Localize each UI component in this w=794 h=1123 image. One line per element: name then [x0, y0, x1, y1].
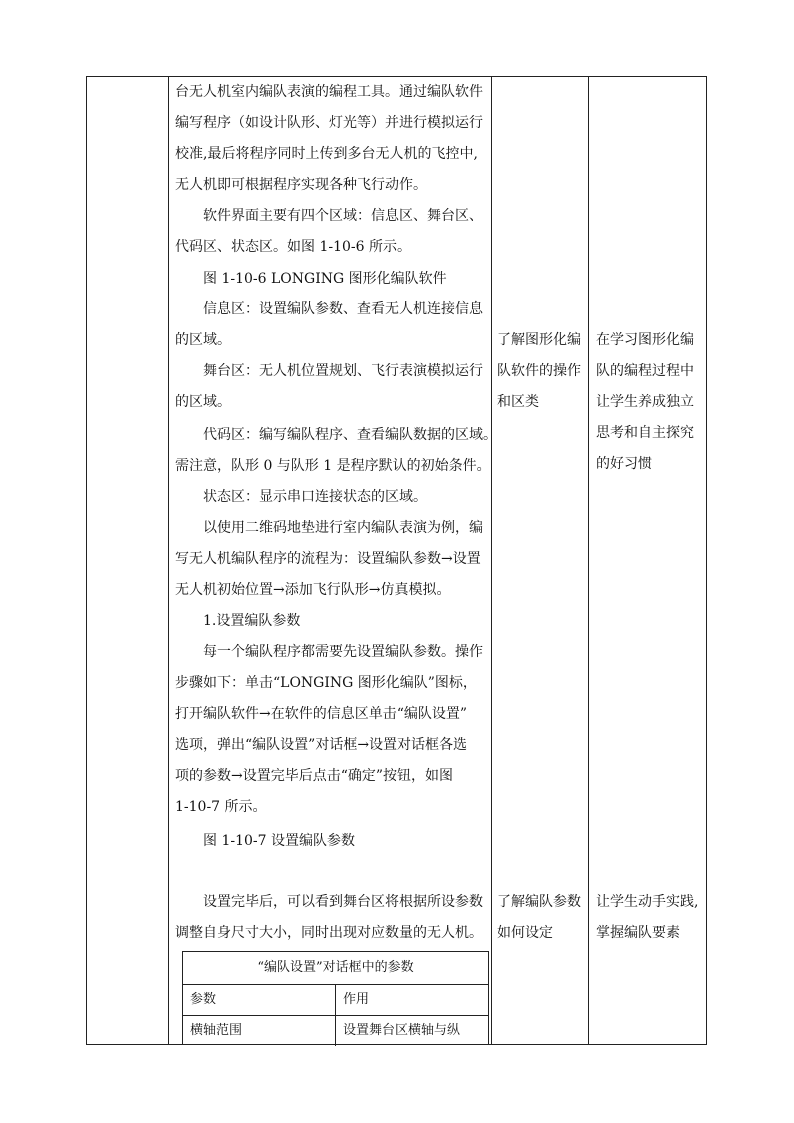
- text-line: 的区域。: [175, 394, 231, 410]
- text-line: 了解图形化编: [497, 332, 581, 348]
- text-line: 无人机初始位置→添加飞行队形→仿真模拟。: [175, 582, 451, 598]
- text-line: 校准,最后将程序同时上传到多台无人机的飞控中,: [175, 146, 478, 162]
- main-paragraph-workflow: [175, 513, 487, 606]
- table-cell-function: 设置舞台区横轴与纵: [343, 1023, 461, 1038]
- header-param: 参数: [190, 992, 217, 1007]
- text-line: 状态区：显示串口连接状态的区域。: [203, 489, 427, 505]
- column-divider: [588, 76, 589, 1045]
- figure-caption: 图 1-10-6 LONGING 图形化编队软件: [203, 271, 447, 287]
- table-cell-param: 横轴范围: [190, 1023, 243, 1038]
- text-line: 步骤如下：单击“LONGING 图形化编队”图标，: [175, 675, 477, 691]
- main-paragraph-intro: [175, 77, 487, 201]
- text-line: 写无人机编队程序的流程为：设置编队参数→设置: [175, 551, 481, 567]
- student-activity-2: [497, 887, 581, 949]
- text-line: 队软件的操作: [497, 363, 581, 379]
- text-line: 每一个编队程序都需要先设置编队参数。操作: [203, 644, 483, 660]
- text-line: 项的参数→设置完毕后点击“确定”按钮，如图: [175, 768, 454, 784]
- text-line: 需注意，队形 0 与队形 1 是程序默认的初始条件。: [175, 458, 491, 474]
- text-line: 的区域。: [175, 332, 231, 348]
- student-activity-1: [497, 325, 581, 418]
- main-paragraph-stage-area: [175, 356, 487, 418]
- text-line: 信息区：设置编队参数、查看无人机连接信息: [203, 301, 483, 317]
- text-line: 以使用二维码地垫进行室内编队表演为例，编: [203, 520, 483, 536]
- text-line: 掌握编队要素: [596, 925, 680, 941]
- text-line: 1-10-7 所示。: [175, 799, 267, 815]
- design-intent-2: [596, 887, 698, 949]
- table-column-divider: [335, 984, 336, 1046]
- design-intent-1: [596, 325, 694, 480]
- text-line: 打开编队软件→在软件的信息区单击“编队设置”: [175, 706, 468, 722]
- header-function: 作用: [343, 992, 370, 1007]
- main-paragraph-code-area: [175, 420, 497, 482]
- text-line: 让学生养成独立: [596, 394, 694, 410]
- text-line: 设置完毕后，可以看到舞台区将根据所设参数: [203, 894, 483, 910]
- column-divider: [491, 76, 492, 1045]
- main-paragraph-status-area: [175, 482, 487, 513]
- text-line: 调整自身尺寸大小，同时出现对应数量的无人机。: [175, 925, 483, 941]
- text-line: 和区类: [497, 394, 539, 410]
- parameter-table-title: “编队设置”对话框中的参数: [257, 960, 414, 975]
- main-paragraph-result: [175, 887, 487, 949]
- text-line: 让学生动手实践,: [596, 894, 699, 910]
- main-paragraph-areas: [175, 201, 487, 263]
- column-divider: [168, 76, 169, 1045]
- text-line: 思考和自主探究: [596, 425, 694, 441]
- text-line: 编写程序（如设计队形、灯光等）并进行模拟运行: [175, 115, 483, 131]
- figure-caption: 图 1-10-7 设置编队参数: [203, 833, 355, 849]
- main-paragraph-steps: [175, 637, 487, 823]
- parameter-table: [182, 951, 489, 1045]
- text-line: 在学习图形化编: [596, 332, 694, 348]
- text-line: 舞台区：无人机位置规划、飞行表演模拟运行: [203, 363, 483, 379]
- text-line: 无人机即可根据程序实现各种飞行动作。: [175, 177, 427, 193]
- text-line: 选项，弹出“编队设置”对话框→设置对话框各选: [175, 737, 468, 753]
- main-paragraph-info-area: [175, 294, 487, 356]
- text-line: 代码区、状态区。如图 1-10-6 所示。: [175, 239, 411, 255]
- text-line: 台无人机室内编队表演的编程工具。通过编队软件: [175, 84, 483, 100]
- text-line: 的好习惯: [596, 456, 652, 472]
- section-heading: 1.设置编队参数: [203, 613, 301, 629]
- text-line: 队的编程过程中: [596, 363, 694, 379]
- text-line: 代码区：编写编队程序、查看编队数据的区域。: [203, 427, 497, 443]
- text-line: 软件界面主要有四个区域：信息区、舞台区、: [203, 208, 483, 224]
- text-line: 如何设定: [497, 925, 553, 941]
- text-line: 了解编队参数: [497, 894, 581, 910]
